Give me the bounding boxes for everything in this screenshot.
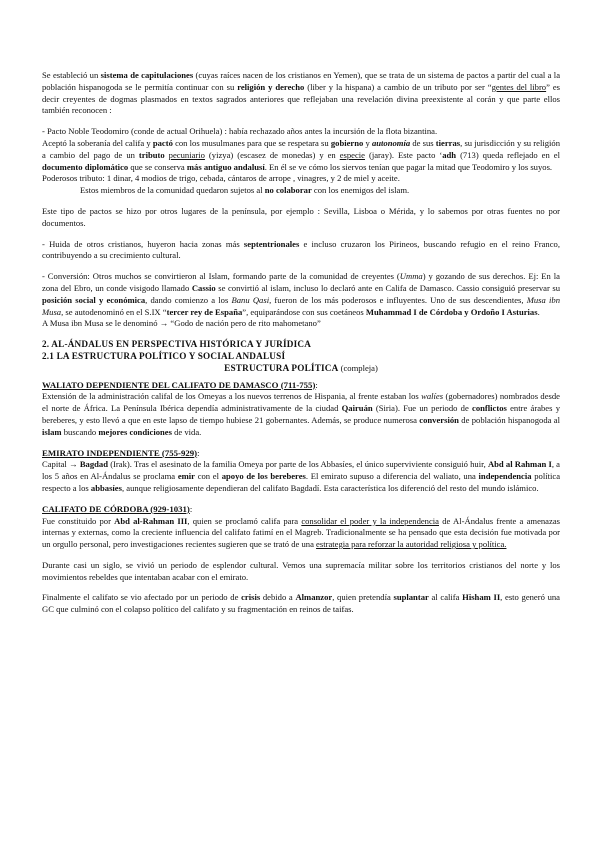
paragraph-otros-pactos [42, 206, 560, 230]
bold-text: septentrionales [243, 238, 300, 249]
bold-text: documento diplomático [42, 161, 129, 172]
paragraph-capitulaciones [42, 70, 560, 117]
text: Fue constituido por [42, 515, 115, 526]
text: , aunque religiosamente dependieran del califato Bagdadí. Esta característica los diferenció del resto del mundo islámico. [121, 482, 539, 493]
text: (Siria). Fue un periodo de [372, 403, 473, 414]
bold-text: adh [442, 149, 457, 160]
text: , quien pretendía [332, 592, 394, 603]
bold-text: Abd al-Rahman III [114, 515, 188, 526]
bold-text: independencia [478, 471, 532, 482]
text: (gobernadores) nombrados desde el norte de África. La Península Ibérica dependía administrativamente de la ciudad [42, 391, 560, 414]
bold-text: gobierno [330, 137, 364, 148]
text: , esto generó una GC que culminó con el colapso político del califato y su fragmentación en reinos de taifas. [42, 592, 560, 615]
underlined-text: especie [339, 149, 365, 160]
paragraph-no-colaborar [42, 185, 560, 197]
text: entre árabes y bereberes, y esto llevó a que en este lapso de tiempo hubiese 21 gobernantes. Además, se produce numerosa [42, 403, 560, 425]
italic-text: Umma [399, 271, 423, 282]
waliato-heading [42, 380, 560, 392]
text: : [197, 447, 200, 458]
bold-text: sistema de capitulaciones [100, 70, 194, 80]
text: (yizya) (escasez de monedas) y en [204, 149, 340, 160]
text: ”, equiparándose con sus coetáneos [242, 306, 366, 317]
text: ) y gozando de sus derechos. Ej: En la zona del Ebro, un conde visigodo llamado [42, 271, 560, 293]
bold-text: Bagdad [79, 459, 108, 470]
text: Capital → [42, 459, 80, 470]
text: : [315, 379, 318, 390]
bold-text: emir [177, 471, 195, 482]
bold-text: suplantar [393, 592, 429, 603]
text: . En él se ve cómo los siervos tenían que pagar la mitad que Teodomiro y los suyos. [264, 161, 553, 172]
italic-text: Musa ibn Musa [42, 294, 560, 317]
paragraph-califato [42, 516, 560, 551]
text: debido a [260, 592, 296, 603]
italic-text: walíes [421, 391, 444, 402]
document-page [42, 70, 560, 616]
text: que se conserva [128, 161, 187, 172]
underlined-text: consolidar el poder y la independencia [301, 515, 439, 526]
text: Se estableció un [42, 70, 101, 80]
text: Estos miembros de la comunidad quedaron sujetos al [80, 185, 265, 196]
structure-heading [42, 363, 560, 375]
bold-text: religión y derecho [237, 81, 305, 92]
text: con los enemigos del islam. [311, 185, 410, 196]
bold-text: más antiguo andalusí [186, 161, 265, 172]
bold-text: mejores condiciones [98, 426, 172, 437]
bold-text: Cassio [191, 282, 216, 293]
text: (liber y la hispana) a cambio de un tributo por ser “ [304, 81, 492, 92]
paragraph-musa [42, 318, 560, 330]
text: Poderosos tributo: 1 dinar, 4 modios de trigo, cebada, cántaros de arrope , vinagres, y 2 de miel y aceite. [42, 173, 400, 184]
text: , a los 5 años en Al-Ándalus se proclama [42, 459, 560, 482]
bold-text: crisis [241, 592, 261, 603]
paragraph-tributo [42, 173, 560, 185]
text: - Huida de otros cristianos, huyeron hacia zonas más [42, 238, 244, 249]
bold-text: abbasíes [90, 482, 122, 493]
text: Este tipo de pactos se hizo por otros lugares de la península, por ejemplo : Sevilla, Lisboa o Mérida, y lo sabemos por otras fuentes no por documentos. [42, 205, 560, 228]
paragraph-emirato [42, 459, 560, 494]
underlined-text: pecuniario [168, 149, 205, 160]
bold-text: tierras [435, 137, 461, 148]
bold-text: pactó [152, 137, 173, 148]
bold-text: tercer rey de España [166, 306, 243, 317]
text: Extensión de la administración califal de los Omeyas a los nuevos terrenos de Hispania, al frente estaban los [42, 391, 422, 402]
paragraph-waliato [42, 391, 560, 438]
text: de vida. [171, 426, 202, 437]
bold-text: tributo [138, 149, 165, 160]
text: se convirtió al islam, incluso lo declaró ante en Califa de Damasco. Cassio consiguió preservar su [215, 282, 560, 293]
text: (compleja) [338, 362, 378, 373]
bold-text: Muhammad I de Córdoba y Ordoño I Asturias [365, 306, 538, 317]
text: ” es decir creyentes de dogmas plasmados en textos sagrados anteriores que reflejaban una revelación divina preexistente al corán y que parte ellos también reconocen : [42, 81, 561, 116]
bold-text: no colaborar [264, 185, 312, 196]
text: , se autodenominó en el S.IX “ [61, 306, 167, 317]
section-heading: 2. AL-ÁNDALUS EN PERSPECTIVA HISTÓRICA Y JURÍDICA [42, 339, 312, 350]
text: e incluso cruzaron los Pirineos, buscando refugio en el reino Franco, contribuyendo a su crecimiento cultural. [42, 238, 560, 261]
bold-text: ESTRUCTURA POLÍTICA [224, 362, 339, 373]
period-heading: EMIRATO INDEPENDIENTE (755-929) [42, 447, 198, 458]
underlined-text: gentes del libro [491, 81, 547, 92]
period-heading: CALIFATO DE CÓRDOBA (929-1031) [42, 503, 190, 514]
paragraph-pacto-teodomiro [42, 126, 560, 138]
text: (cuyas raíces nacen de los cristianos en Yemen), que se trata de un sistema de pactos a partir del cual a la población hispanogoda se le permitía continuar con su [42, 70, 561, 92]
text: política respecto a los [42, 471, 561, 493]
bold-text: Qairuán [341, 403, 373, 414]
text: (jaray). Este pacto ‘ [365, 149, 443, 160]
text: - Conversión: Otros muchos se convirtieron al Islam, formando parte de la comunidad de creyentes ( [42, 271, 400, 282]
text: : [189, 503, 193, 514]
text: buscando [61, 426, 99, 437]
italic-text: Banu Qasi [231, 294, 270, 305]
text: A Musa ibn Musa se le denominó → “Godo de nación pero de rito mahometano” [42, 318, 321, 329]
bold-text: Abd al Rahman I [487, 459, 552, 470]
subsection-heading: 2.1 LA ESTRUCTURA POLÍTICO Y SOCIAL ANDALUSÍ [42, 350, 286, 361]
text: (713) queda reflejado en el [456, 149, 560, 160]
text: con el [195, 471, 222, 482]
text: - Pacto Noble Teodomiro (conde de actual Orihuela) : había rechazado años antes la incursión de la flota bizantina. [42, 126, 438, 137]
bold-text: Hisham II [462, 592, 501, 603]
text: Aceptó la soberanía del califa y [42, 137, 153, 148]
text: de Al-Ándalus frente a amenazas internas y externas, como la creciente influencia del califato fatimí en el Magreb. Tradicionalmente se ha pensado que esta decisión fue motivada por un orgullo personal, pero investigaciones recientes sugieren que se trató de una [42, 515, 560, 550]
bold-italic-text: autonomía [371, 137, 411, 148]
text: , dando comienzo a los [145, 294, 232, 305]
paragraph-conversion [42, 271, 560, 318]
text: Finalmente el califato se vio afectado por un periodo de [42, 592, 242, 603]
text: y [363, 137, 372, 148]
text: (Irak). Tras el asesinato de la familia Omeya por parte de los Abbasíes, el único superviviente consiguió huir, [108, 459, 488, 470]
text: , fueron de los más poderosos e influyentes. Uno de sus descendientes, [269, 294, 527, 305]
paragraph-huida [42, 239, 560, 263]
underlined-text: estrategia para reforzar la autoridad religiosa y política. [316, 539, 507, 550]
period-heading: WALIATO DEPENDIENTE DEL CALIFATO DE DAMASCO (711-755) [42, 379, 316, 390]
text: de población hispanogoda al [458, 414, 560, 425]
paragraph-esplendor [42, 560, 560, 584]
emirato-heading [42, 448, 560, 460]
text: . El emirato supuso a diferencia del waliato, una [305, 471, 479, 482]
text: Durante casi un siglo, se vivió un periodo de esplendor cultural. Vemos una supremacía militar sobre los territorios cristianos del norte y los movimientos rebeldes que intentaban acabar con el emirato. [42, 559, 560, 582]
bold-text: apoyo de los bereberes [221, 471, 306, 482]
text: , su jurisdicción y su religión a cambio del pago de un [42, 137, 561, 160]
text: . [537, 306, 540, 317]
bold-text: posición social y económica [42, 294, 146, 305]
paragraph-crisis [42, 592, 560, 616]
text: al califa [428, 592, 463, 603]
text: con los musulmanes para que se respetara su [172, 137, 331, 148]
paragraph-soberania [42, 138, 560, 173]
bold-text: conflictos [472, 403, 507, 414]
bold-text: islam [42, 426, 62, 437]
bold-text: Almanzor [295, 592, 333, 603]
califato-heading [42, 504, 560, 516]
text: de sus [410, 137, 436, 148]
bold-text: conversión [419, 414, 459, 425]
text: , quien se proclamó califa para [187, 515, 302, 526]
